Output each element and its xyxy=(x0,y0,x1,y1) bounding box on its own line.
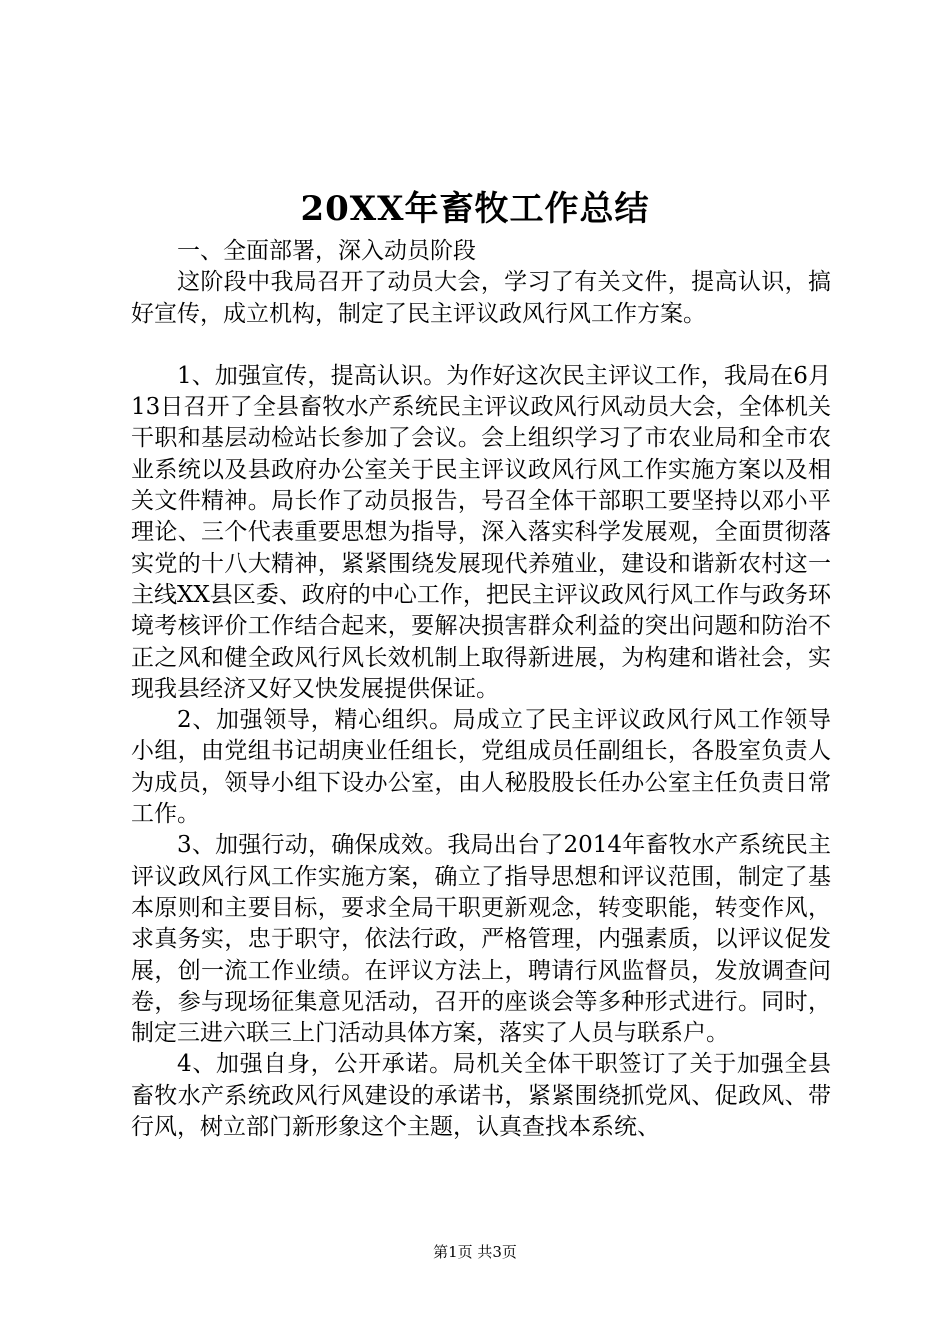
paragraph-1: 1、加强宣传，提高认识。为作好这次民主评议工作，我局在6月13日召开了全县畜牧水产系统民主评议政风行风动员大会，全体机关干职和基层动检站长参加了会议。会上组织学习了市农业局和全市农业系统以及县政府办公室关于民主评议政风行风工作实施方案以及相关文件精神。局长作了动员报告，号召全体干部职工要坚持以邓小平理论、三个代表重要思想为指导，深入落实科学发展观，全面贯彻落实党的十八大精神，紧紧围绕发展现代养殖业，建设和谐新农村这一主线XX县区委、政府的中心工作，把民主评议政风行风工作与政务环境考核评价工作结合起来，要解决损害群众利益的突出问题和防治不正之风和健全政风行风长效机制上取得新进展，为构建和谐社会，实现我县经济又好又快发展提供保证。 xyxy=(131,362,831,702)
page-footer: 第1页 共3页 xyxy=(433,1243,517,1261)
document-body xyxy=(131,236,831,1143)
section-heading: 一、全面部署，深入动员阶段 xyxy=(177,238,476,264)
document-title: 20XX年畜牧工作总结 xyxy=(300,189,650,229)
paragraph-2: 2、加强领导，精心组织。局成立了民主评议政风行风工作领导小组，由党组书记胡庚业任组长，党组成员任副组长，各股室负责人为成员，领导小组下设办公室，由人秘股股长任办公室主任负责日常工作。 xyxy=(131,707,831,828)
paragraph-4: 4、加强自身，公开承诺。局机关全体干职签订了关于加强全县畜牧水产系统政风行风建设的承诺书，紧紧围绕抓党风、促政风、带行风，树立部门新形象这个主题，认真查找本系统、 xyxy=(131,1051,831,1141)
paragraph-intro: 这阶段中我局召开了动员大会，学习了有关文件，提高认识，搞好宣传，成立机构，制定了民主评议政风行风工作方案。 xyxy=(131,269,831,327)
paragraph-3: 3、加强行动，确保成效。我局出台了2014年畜牧水产系统民主评议政风行风工作实施方案，确立了指导思想和评议范围，制定了基本原则和主要目标，要求全局干职更新观念，转变职能，转变作风，求真务实，忠于职守，依法行政，严格管理，内强素质，以评议促发展，创一流工作业绩。在评议方法上，聘请行风监督员，发放调查问卷，参与现场征集意见活动，召开的座谈会等多种形式进行。同时，制定三进六联三上门活动具体方案，落实了人员与联系户。 xyxy=(131,832,831,1047)
